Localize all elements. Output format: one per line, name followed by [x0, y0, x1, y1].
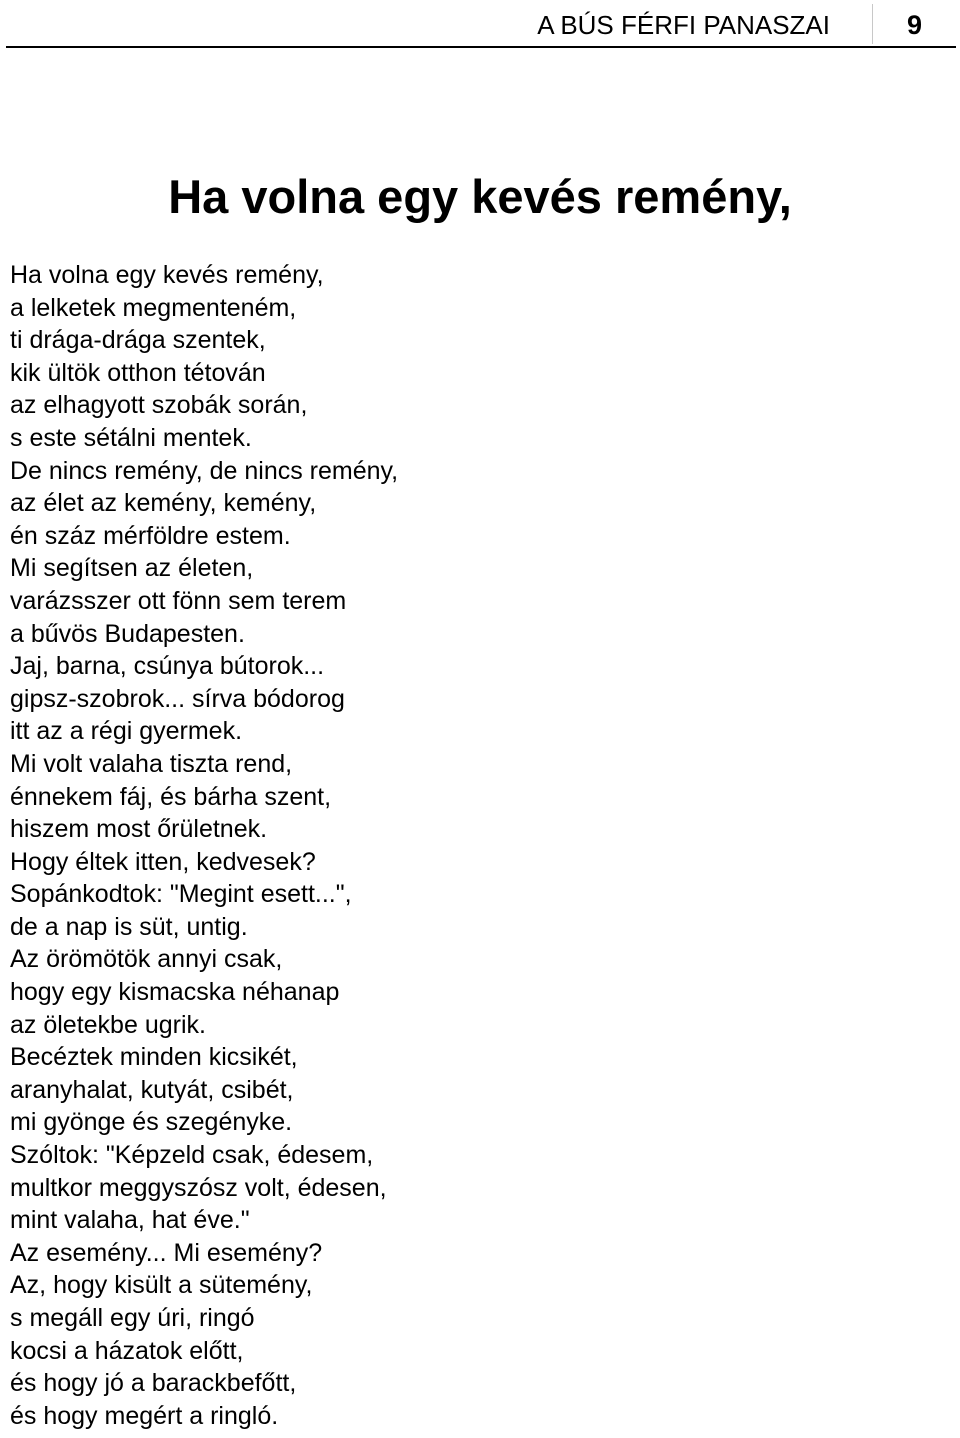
- page-number: 9: [906, 10, 923, 40]
- poem-line: s este sétálni mentek.: [10, 423, 252, 452]
- poem-line: kik ültök otthon tétován: [10, 358, 266, 387]
- poem-line: multkor meggyszósz volt, édesen,: [10, 1173, 387, 1202]
- poem-line: Mi volt valaha tiszta rend,: [10, 749, 293, 778]
- poem-body: [10, 259, 398, 1432]
- poem-line: aranyhalat, kutyát, csibét,: [10, 1075, 294, 1104]
- poem-line: az öletekbe ugrik.: [10, 1010, 206, 1039]
- poem-line: Szóltok: "Képzeld csak, édesem,: [10, 1141, 374, 1170]
- poem-line: kocsi a házatok előtt,: [10, 1336, 244, 1365]
- poem-line: Sopánkodtok: "Megint esett...",: [10, 880, 352, 909]
- poem-line: a lelketek megmenteném,: [10, 293, 297, 322]
- poem-line: De nincs remény, de nincs remény,: [10, 456, 399, 485]
- poem-line: varázsszer ott fönn sem terem: [10, 586, 347, 615]
- poem-line: itt az a régi gyermek.: [10, 717, 243, 746]
- header-title: A BÚS FÉRFI PANASZAI: [537, 10, 830, 40]
- running-header: [6, 0, 956, 48]
- poem-line: mint valaha, hat éve.": [10, 1206, 250, 1235]
- poem-line: Ha volna egy kevés remény,: [10, 261, 324, 289]
- poem-line: Az örömötök annyi csak,: [10, 945, 283, 974]
- poem-line: énnekem fáj, és bárha szent,: [10, 782, 332, 811]
- poem-line: de a nap is süt, untig.: [10, 912, 248, 941]
- poem-line: gipsz-szobrok... sírva bódorog: [10, 684, 345, 713]
- poem-line: ti drága-drága szentek,: [10, 326, 266, 355]
- poem-line: hogy egy kismacska néhanap: [10, 978, 340, 1007]
- poem-title: Ha volna egy kevés remény,: [168, 170, 792, 223]
- poem-line: én száz mérföldre estem.: [10, 521, 291, 550]
- poem-line: és hogy megért a ringló.: [10, 1401, 279, 1430]
- poem-line: a bűvös Budapesten.: [10, 619, 245, 648]
- poem-line: Az, hogy kisült a sütemény,: [10, 1271, 313, 1300]
- poem-line: s megáll egy úri, ringó: [10, 1304, 255, 1332]
- poem-line: Becéztek minden kicsikét,: [10, 1043, 298, 1072]
- poem-line: az elhagyott szobák során,: [10, 391, 308, 420]
- poem-line: Mi segítsen az életen,: [10, 554, 254, 583]
- poem-line: hiszem most őrületnek.: [10, 815, 268, 844]
- poem-line: Az esemény... Mi esemény?: [10, 1238, 323, 1267]
- poem-line: az élet az kemény, kemény,: [10, 489, 317, 518]
- poem-line: Jaj, barna, csúnya bútorok...: [10, 652, 325, 681]
- poem-line: mi gyönge és szegényke.: [10, 1108, 293, 1137]
- poem-line: és hogy jó a barackbefőtt,: [10, 1369, 297, 1398]
- poem-line: Hogy éltek itten, kedvesek?: [10, 847, 316, 876]
